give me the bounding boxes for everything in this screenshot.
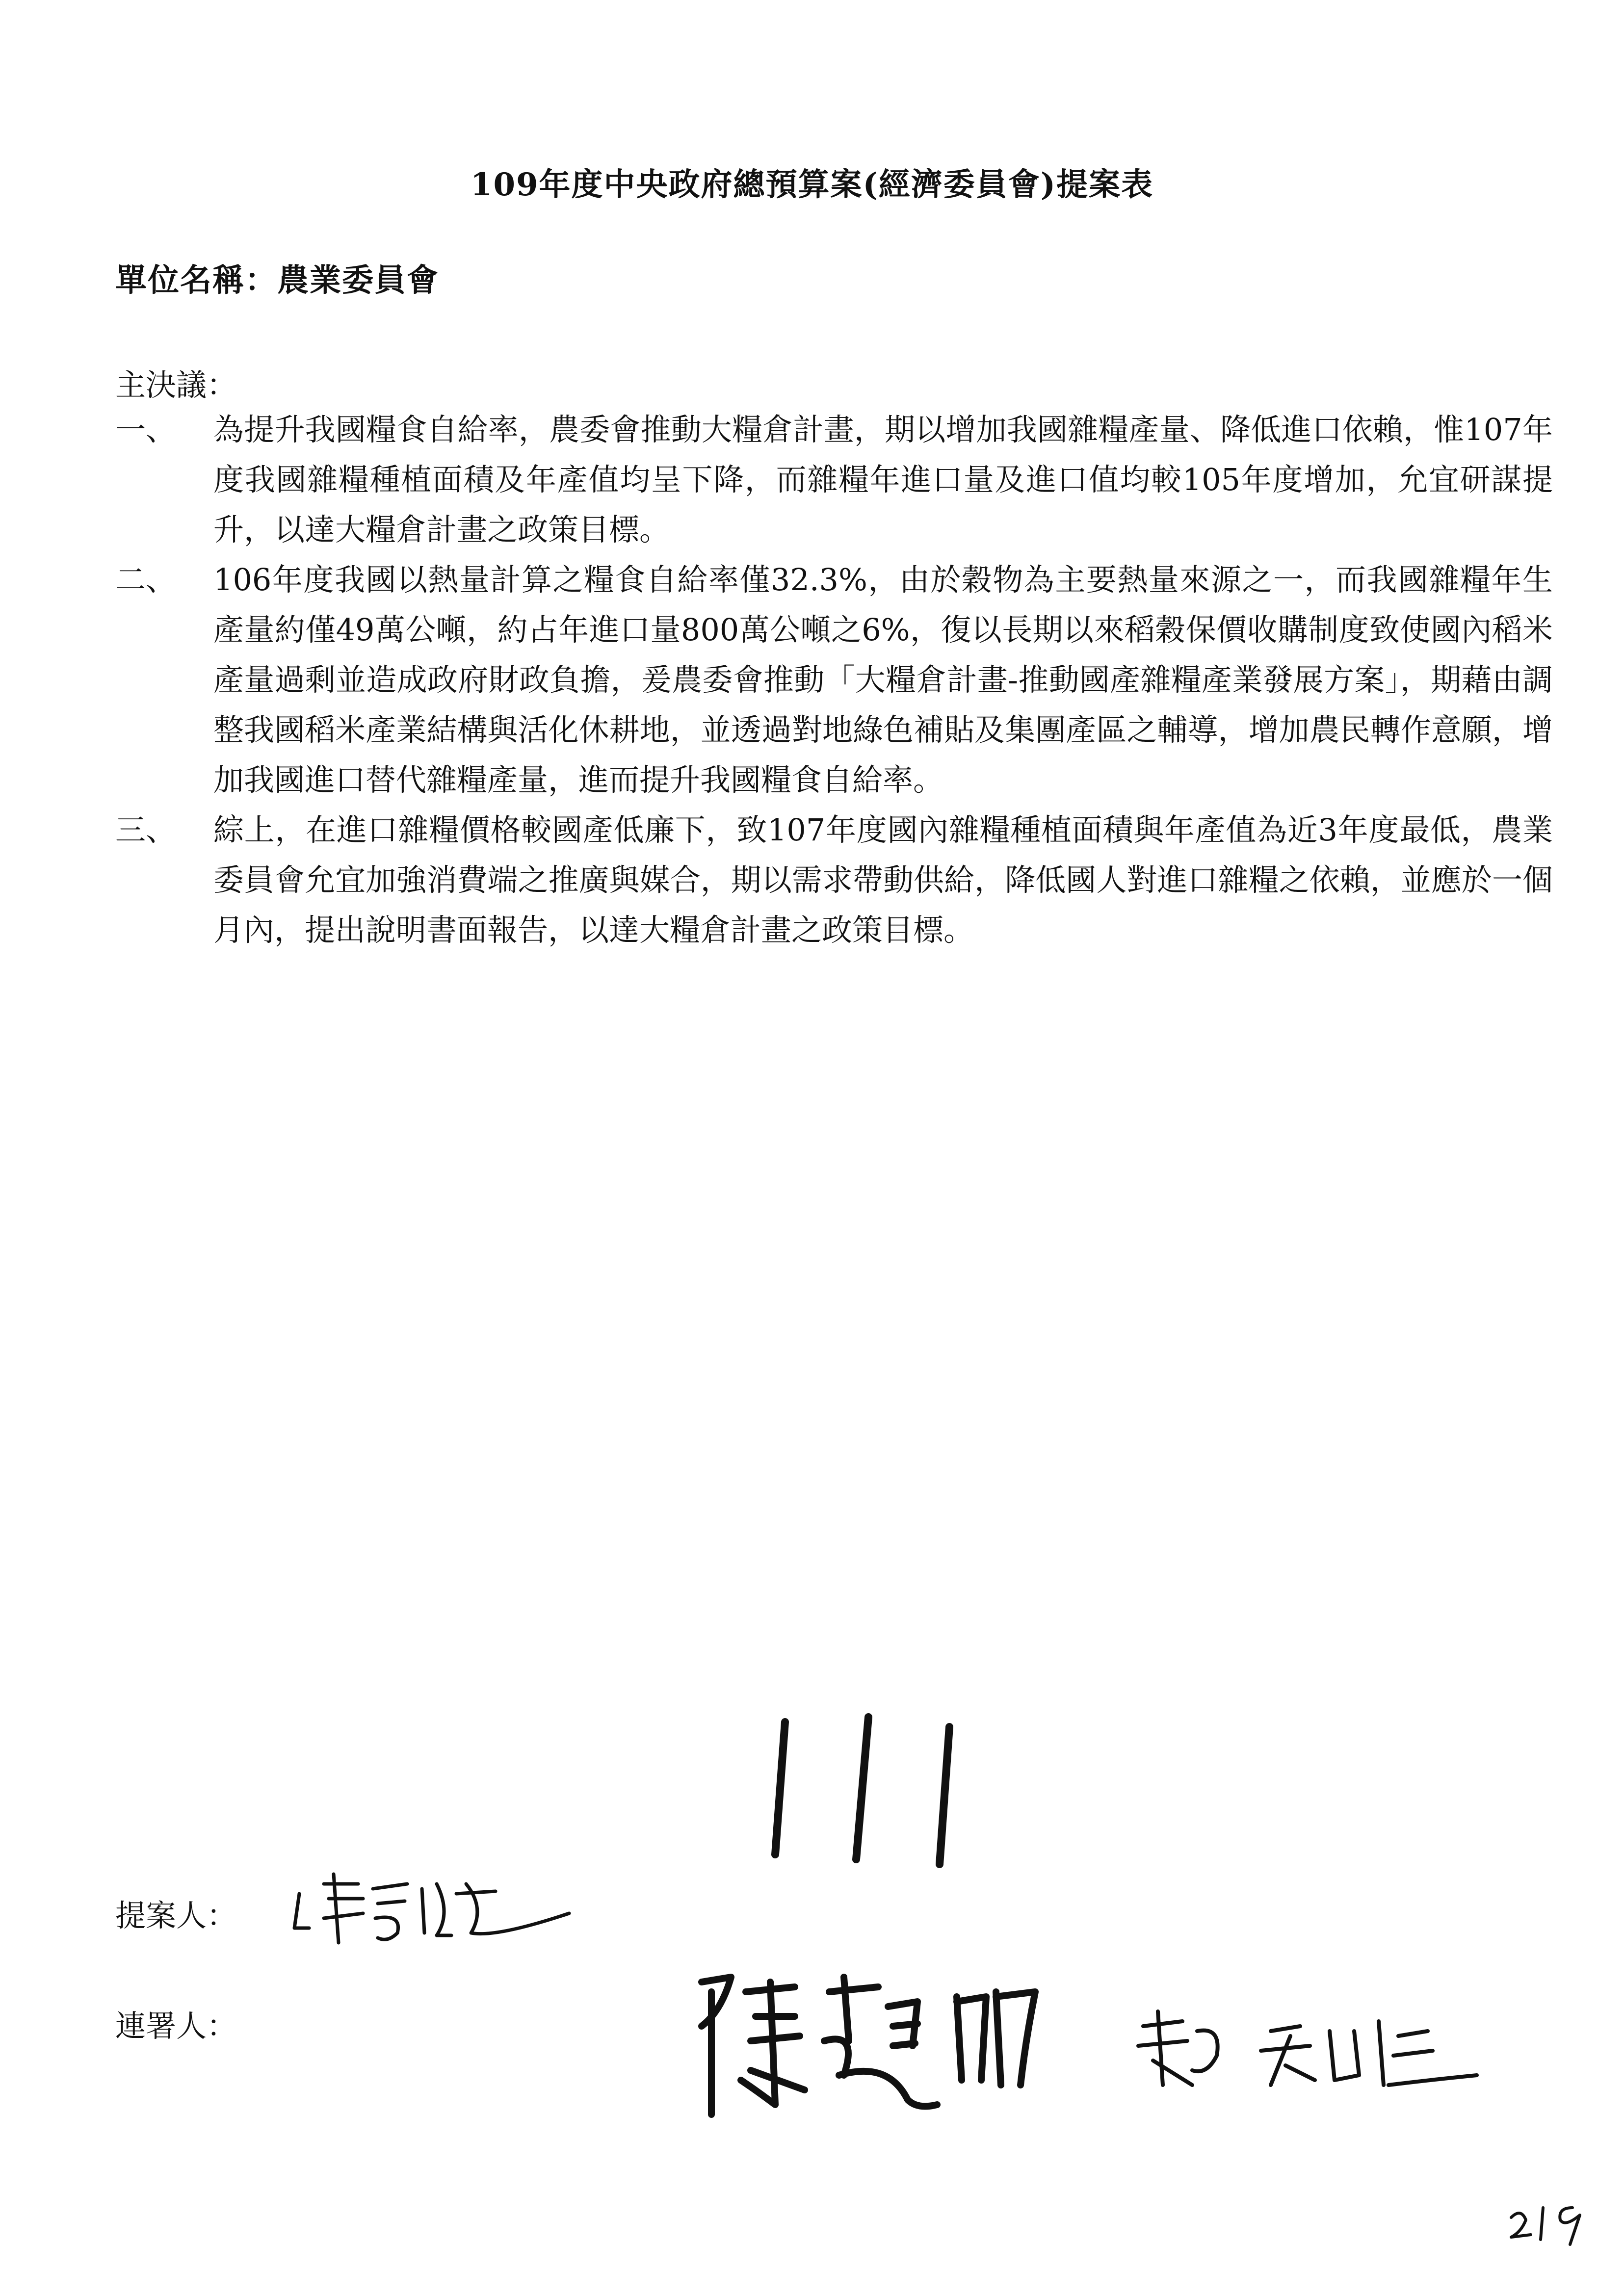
proposer-label: 提案人： — [115, 1898, 237, 1933]
resolution-text: 106年度我國以熱量計算之糧食自給率僅32.3%，由於穀物為主要熱量來源之一，而我國雜糧年生產量約僅49萬公噸，約占年進口量800萬公噸之6%，復以長期以來稻穀保價收購制度致使國內稻米產量過剩並造成政府財政負擔，爰農委會推動「大糧倉計畫-推動國產雜糧產業發展方案」，期藉由調整我國稻米產業結構與活化休耕地，並透過對地綠色補貼及集團產區之輔導，增加農民轉作意願，增加我國進口替代雜糧產量，進而提升我國糧食自給率。 — [213, 562, 1553, 798]
unit-name: 農業委員會 — [277, 262, 439, 299]
resolution-text: 為提升我國糧食自給率，農委會推動大糧倉計畫，期以增加我國雜糧產量、降低進口依賴，惟107年度我國雜糧種植面積及年產值均呈下降，而雜糧年進口量及進口值均較105年度增加，允宜研謀提升，以達大糧倉計畫之政策目標。 — [213, 412, 1553, 548]
resolution-heading: 主決議： — [115, 367, 237, 403]
handwritten-tally-mark — [756, 1707, 962, 1869]
document-title: 109年度中央政府總預算案(經濟委員會)提案表 — [470, 166, 1154, 203]
cosigner-signature — [682, 1962, 1055, 2124]
resolution-list — [115, 405, 1553, 955]
unit-line — [115, 255, 439, 300]
cosigner-signature — [1124, 2002, 1482, 2105]
cosigner-label: 連署人： — [115, 2008, 237, 2044]
resolution-number: 三、 — [115, 812, 177, 848]
resolution-number: 一、 — [115, 412, 177, 447]
unit-label: 單位名稱： — [115, 262, 277, 299]
proposer-signature — [289, 1854, 574, 1948]
resolution-item — [115, 805, 1553, 955]
resolution-number: 二、 — [115, 562, 177, 598]
resolution-item — [115, 405, 1553, 555]
resolution-text: 綜上，在進口雜糧價格較國產低廉下，致107年度國內雜糧種植面積與年產值為近3年度最低，農業委員會允宜加強消費端之推廣與媒合，期以需求帶動供給，降低國人對進口雜糧之依賴，並應於一個月內，提出說明書面報告，以達大糧倉計畫之政策目標。 — [213, 812, 1553, 948]
resolution-item — [115, 555, 1553, 805]
handwritten-page-mark — [1506, 2193, 1590, 2247]
